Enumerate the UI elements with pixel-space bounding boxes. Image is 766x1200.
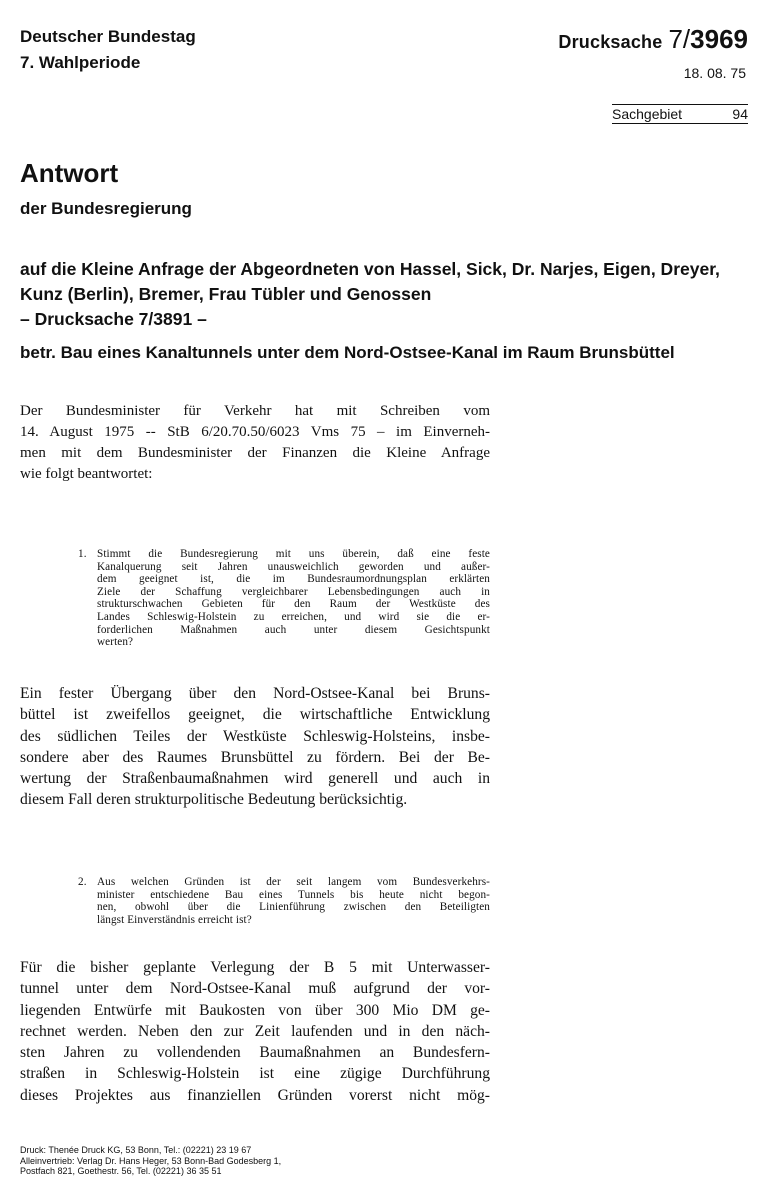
anfrage-line: auf die Kleine Anfrage der Abgeordneten von Hassel, Sick, Dr. Narjes, Eigen, Dreyer,: [20, 259, 720, 279]
question-2: [78, 876, 490, 926]
betreff: betr. Bau eines Kanaltunnels unter dem Nord-Ostsee-Kanal im Raum Brunsbüttel: [20, 343, 675, 362]
intro-line: men mit dem Bundesminister der Finanzen die Kleine Anfrage: [20, 445, 490, 461]
question-text: [97, 876, 490, 926]
document-subtitle: der Bundesregierung: [20, 199, 192, 218]
sachgebiet-number: 94: [732, 106, 748, 122]
question-line: minister entschiedene Bau eines Tunnels bis heute nicht begon-: [97, 888, 490, 901]
anfrage-block: [20, 257, 750, 332]
intro-line: 14. August 1975 -- StB 6/20.70.50/6023 Vms 75 – im Einverneh-: [20, 424, 490, 440]
drucksache-number: [668, 24, 748, 54]
answer-line: straßen in Schleswig-Holstein ist eine zügige Durchführung: [20, 1065, 490, 1083]
question-line: strukturschwachen Gebieten für den Raum der Westküste des: [97, 598, 490, 611]
footer-line: Alleinvertrieb: Verlag Dr. Hans Heger, 53 Bonn-Bad Godesberg 1,: [20, 1155, 282, 1166]
question-line: dem geeignet ist, die im Bundesraumordnungsplan erklärten: [97, 573, 490, 586]
intro-line: Der Bundesminister für Verkehr hat mit Schreiben vom: [20, 403, 490, 419]
footer-line: Postfach 821, Goethestr. 56, Tel. (02221) 36 35 51: [20, 1166, 222, 1176]
header-left: [20, 24, 196, 76]
institution: Deutscher Bundestag: [20, 27, 196, 46]
drucksache-label: Drucksache: [558, 32, 663, 52]
sachgebiet-label: Sachgebiet: [612, 106, 683, 122]
question-line: Stimmt die Bundesregierung mit uns überein, daß eine feste: [97, 548, 490, 560]
question-line: werten?: [97, 636, 134, 649]
answer-line: liegenden Entwürfe mit Baukosten von über 300 Mio DM ge-: [20, 1001, 490, 1019]
answer-line: Ein fester Übergang über den Nord-Ostsee-Kanal bei Bruns-: [20, 685, 490, 702]
answer-line: diesem Fall deren strukturpolitische Bedeutung berücksichtig.: [20, 791, 408, 809]
drucksache-main-number: 3969: [690, 24, 748, 54]
answer-line: wertung der Straßenbaumaßnahmen wird generell und auch in: [20, 770, 490, 788]
answer-line: Für die bisher geplante Verlegung der B 5 mit Unterwasser-: [20, 959, 490, 976]
imprint-footer: [20, 1145, 281, 1177]
intro-line: wie folgt beantwortet:: [20, 466, 153, 482]
footer-line: Druck: Thenée Druck KG, 53 Bonn, Tel.: (02221) 23 19 67: [20, 1145, 252, 1155]
anfrage-line: – Drucksache 7/3891 –: [20, 309, 207, 329]
question-line: Kanalquerung seit Jahren unausweichlich geworden und außer-: [97, 560, 490, 573]
drucksache-prefix: 7/: [668, 24, 691, 54]
question-line: Landes Schleswig-Holstein zu erreichen, und wird sie die er-: [97, 610, 490, 623]
answer-line: sten Jahren zu vollendenden Baumaßnahmen an Bundesfern-: [20, 1044, 490, 1062]
question-number: 2.: [78, 876, 87, 888]
sachgebiet-box: [612, 104, 748, 124]
question-text: [97, 548, 490, 649]
answer-line: dieses Projektes aus finanziellen Gründen vorerst nicht mög-: [20, 1086, 490, 1104]
header-right: [558, 24, 748, 81]
question-line: Ziele der Schaffung vergleichbarer Lebensbedingungen auch in: [97, 585, 490, 598]
answer-2: [20, 957, 490, 1106]
answer-line: sondere aber des Raumes Brunsbüttel zu fördern. Bei der Be-: [20, 748, 490, 766]
document-title: Antwort: [20, 158, 119, 188]
document-date: 18. 08. 75: [683, 65, 746, 81]
answer-line: rechnet werden. Neben den zur Zeit laufenden und in den näch-: [20, 1022, 490, 1040]
intro-paragraph: [20, 401, 490, 485]
question-number: 1.: [78, 548, 87, 560]
answer-line: des südlichen Teiles der Westküste Schleswig-Holsteins, insbe-: [20, 727, 490, 745]
anfrage-line: Kunz (Berlin), Bremer, Frau Tübler und Genossen: [20, 284, 432, 304]
wahlperiode: 7. Wahlperiode: [20, 53, 141, 72]
answer-1: [20, 683, 490, 811]
question-line: längst Einverständnis erreicht ist?: [97, 913, 252, 926]
answer-line: büttel ist zweifellos geeignet, die wirtschaftliche Entwicklung: [20, 706, 490, 724]
answer-line: tunnel unter dem Nord-Ostsee-Kanal muß aufgrund der vor-: [20, 980, 490, 998]
question-line: forderlichen Maßnahmen auch unter diesem Gesichtspunkt: [97, 623, 490, 636]
question-line: Aus welchen Gründen ist der seit langem vom Bundesverkehrs-: [97, 876, 490, 888]
question-line: nen, obwohl über die Linienführung zwischen den Beteiligten: [97, 901, 490, 914]
drucksache-line: [558, 24, 748, 55]
question-1: [78, 548, 490, 649]
